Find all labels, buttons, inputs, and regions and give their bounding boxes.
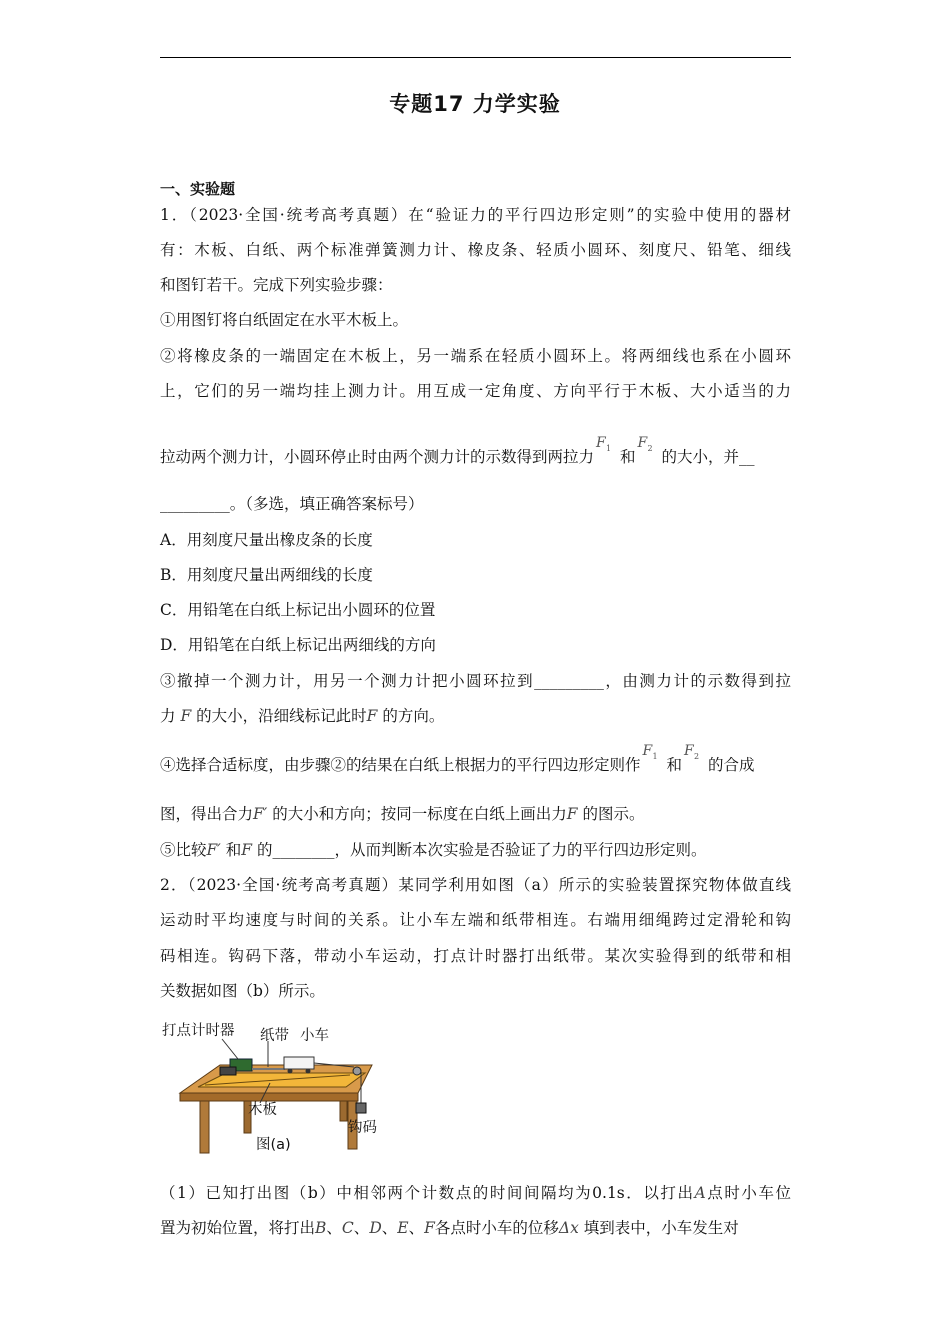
label-weight: 钩码 (348, 1120, 377, 1136)
math-F: F (366, 707, 378, 725)
q1-step-2-line-2: 上，它们的另一端均挂上测力计。用互成一定角度、方向平行于木板、大小适当的力 (160, 382, 791, 400)
label-cart: 小车 (300, 1028, 329, 1044)
math-F2: F 2 (684, 743, 700, 761)
q1-step-1: ①用图钉将白纸固定在水平木板上。 (160, 311, 409, 329)
point-E: E (397, 1219, 409, 1237)
q1-step-2-line-4: _________。（多选，填正确答案标号） (160, 495, 424, 513)
q1-option-b: B．用刻度尺量出两细线的长度 (160, 566, 373, 584)
math-F-prime: F′ (206, 841, 221, 859)
q2-sub1-line-1: （1）已知打出图（b）中相邻两个计数点的时间间隔均为0.1s．以打出A点时小车位 (160, 1184, 791, 1202)
point-D: D (369, 1219, 382, 1237)
q2-sub1-line-2: 置为初始位置，将打出B、C、D、E、F各点时小车的位移Δx 填到表中，小车发生对 (160, 1219, 739, 1237)
math-F: F (566, 805, 578, 823)
q2-line-3: 码相连。钩码下落，带动小车运动，打点计时器打出纸带。某次实验得到的纸带和相 (160, 947, 791, 965)
q1-step-2-line-3: 拉动两个测力计，小圆环停止时由两个测力计的示数得到两拉力 F 1 和 F 2 的大小，并__ (160, 435, 755, 466)
math-F: F (241, 841, 253, 859)
q1-option-d: D．用铅笔在白纸上标记出两细线的方向 (160, 636, 436, 654)
q2-line-4: 关数据如图（b）所示。 (160, 982, 325, 1000)
q2-line-2: 运动时平均速度与时间的关系。让小车左端和纸带相连。右端用细绳跨过定滑轮和钩 (160, 911, 791, 929)
q1-step-4-line-1: ④选择合适标度，由步骤②的结果在白纸上根据力的平行四边形定则作 F 1 和 F 2 的合成 (160, 743, 755, 774)
header-rule (160, 57, 791, 58)
q2-line-1: 2．（2023·全国·统考高考真题）某同学利用如图（a）所示的实验装置探究物体做直线 (160, 876, 791, 894)
figure-caption: 图(a) (256, 1137, 291, 1153)
q1-step-2-text-a: 拉动两个测力计，小圆环停止时由两个测力计的示数得到两拉力 (160, 448, 595, 466)
math-F1: F 1 (642, 743, 658, 761)
q1-step-3-line-2: 力 F 的大小，沿细线标记此时F 的方向。 (160, 707, 445, 725)
section-heading: 一、实验题 (160, 180, 236, 198)
q1-step-2-line-1: ②将橡皮条的一端固定在木板上，另一端系在轻质小圆环上。将两细线也系在小圆环 (160, 347, 791, 365)
q1-option-c: C．用铅笔在白纸上标记出小圆环的位置 (160, 601, 436, 619)
q1-line-1: 1．（2023·全国·统考高考真题）在“验证力的平行四边形定则”的实验中使用的器材 (160, 206, 791, 224)
apparatus-figure (160, 1015, 390, 1165)
label-board: 木板 (248, 1102, 277, 1118)
point-A: A (694, 1184, 706, 1202)
math-delta-x: Δx (558, 1219, 579, 1237)
page-title: 专题17 力学实验 (389, 92, 561, 116)
q1-step-2-text-b: 的大小，并__ (661, 448, 755, 466)
q1-step-3-line-1: ③撤掉一个测力计，用另一个测力计把小圆环拉到_________，由测力计的示数得到拉 (160, 672, 791, 690)
math-F1: F 1 (596, 435, 612, 453)
q1-line-3: 和图钉若干。完成下列实验步骤： (160, 276, 393, 294)
math-F: F (180, 707, 192, 725)
label-timer: 打点计时器 (162, 1023, 235, 1039)
point-C: C (341, 1219, 354, 1237)
math-F2: F 2 (637, 435, 653, 453)
point-F: F (424, 1219, 435, 1237)
math-F-prime: F′ (253, 805, 268, 823)
q1-step-4-line-2: 图，得出合力F′ 的大小和方向；按同一标度在白纸上画出力F 的图示。 (160, 805, 645, 823)
q1-option-a: A．用刻度尺量出橡皮条的长度 (160, 531, 373, 549)
point-B: B (315, 1219, 327, 1237)
label-tape: 纸带 (260, 1028, 289, 1044)
q1-line-2: 有：木板、白纸、两个标准弹簧测力计、橡皮条、轻质小圆环、刻度尺、铅笔、细线 (160, 241, 791, 259)
q1-step-5: ⑤比较F′ 和F 的________，从而判断本次实验是否验证了力的平行四边形定则。 (160, 841, 707, 859)
